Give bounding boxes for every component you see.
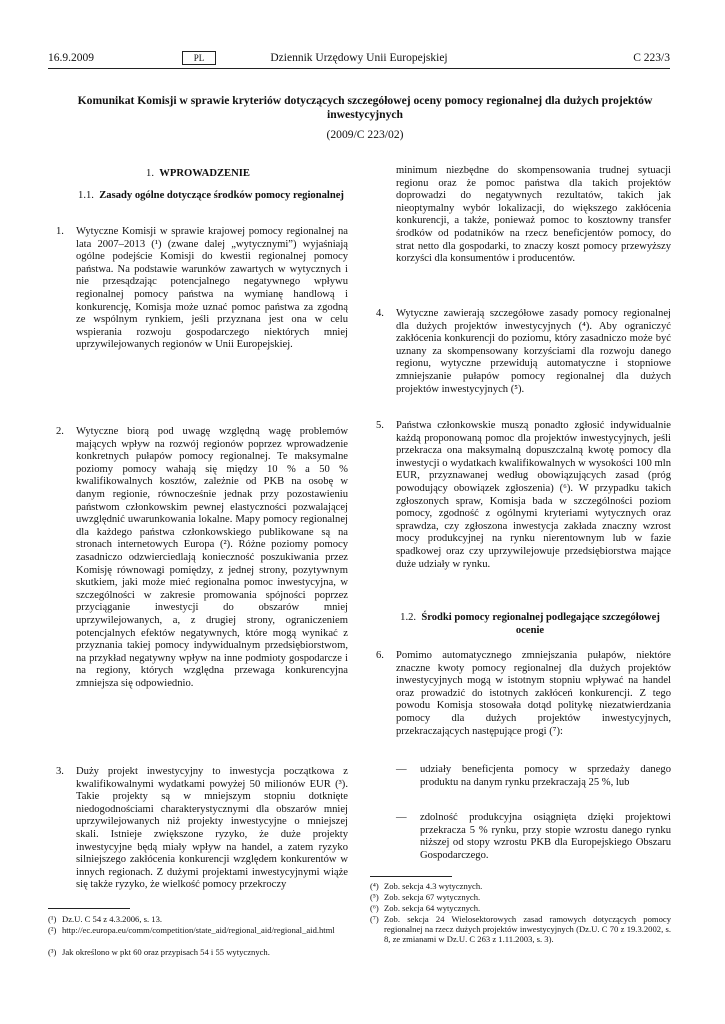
section-label: WPROWADZENIE: [159, 168, 250, 179]
section-heading-1: [48, 168, 348, 181]
section-number: 1.2.: [400, 612, 417, 623]
paragraph-number: 1.: [56, 226, 64, 237]
paragraph-text: Pomimo automatycznego zmniejszania pułapów, niektóre znaczne kwoty pomocy regionalnej dla dużych projektów inwestycyjnych mogą w istotnym stopniu wpływać na handel oraz prowadzić do istotnych zakłóceń konkurencji. Z tego powodu Komisja stosowała dotąd politykę niezatwierdzania pomocy dla dużych projektów inwestycyjnych, przekraczających następujące progi (⁷):: [396, 650, 671, 737]
paragraph-6: [376, 650, 671, 738]
document-title: Komunikat Komisji w sprawie kryteriów dotyczących szczegółowej oceny pomocy regionalnej dla dużych projektów inwestycyjnych: [77, 94, 653, 121]
page-header: [48, 52, 670, 68]
footnote-number: (¹): [48, 914, 57, 924]
paragraph-text: Państwa członkowskie muszą ponadto zgłosić indywidualnie każdą proponowaną pomoc dla projektów inwestycyjnych, jeśli przekracza ona maksymalną dopuszczalną kwotę pomocy dla inwestycji o wydatkach kwalifikowalnych w wysokości 100 mln EUR, przyznawanej według obowiązujących zasad (próg powodujący obowiązek zgłoszenia) (⁶). W przypadku takich zgłoszonych spraw, Komisja bada w szczególności poziom pomocy, zgodność z ogólnymi kryteriami wytycznych oraz sprawdza, czy zgłoszona inwestycja zakłada znaczny wzrost mocy produkcyjnej na rynku nierentownym lub w fazie spadkowej oraz czy uprzywilejowuje przedsiębiorstwa mające duże udziały w rynku.: [396, 420, 671, 570]
dash-text: udziały beneficjenta pomocy w sprzedaży danego produktu na danym rynku przekraczają 25 %, lub: [420, 764, 671, 788]
paragraph-text: Duży projekt inwestycyjny to inwestycja początkowa z kwalifikowalnymi wydatkami powyżej 50 milionów EUR (³). Takie projekty są w mniejszym stopniu dotknięte niedogodnościami charakterystycznymi dla obszarów mniej uprzywilejowanych niż projekty inwestycyjne o mniejszej skali. Istnieje zwiększone ryzyko, że duże projekty inwestycyjne będą miały wpływ na handel, a zatem ryzyko silniejszego zakłócenia konkurencji względem konkurentów w innych regionach. Z dużymi projektami inwestycyjnymi wiąże się także ryzyko, że wielkość pomocy przekroczy: [76, 766, 348, 891]
paragraph-1: [56, 226, 348, 352]
footnote-5: [370, 892, 671, 902]
paragraph-text: minimum niezbędne do skompensowania trudnej sytuacji regionu oraz że pomoc państwa dla takich projektów doprowadzi do negatywnych rezultatów, takich jak nieoptymalny wybór lokalizacji, do większego zakłócenia konkurencji, a także, ponieważ pomoc to kosztowny transfer środków od podatników na rzecz beneficjentów pomocy, do strat netto dla gospodarki, to znaczy koszt pomocy przewyższy korzyści dla konsumentów i producentów.: [396, 165, 671, 265]
footnote-text: Zob. sekcja 4.3 wytycznych.: [384, 881, 483, 891]
paragraph-number: 2.: [56, 426, 64, 437]
footnote-rule: [48, 908, 130, 909]
footnote-rule: [370, 876, 452, 877]
paragraph-2: [56, 426, 348, 690]
footnote-2: [48, 925, 338, 935]
footnote-number: (⁶): [370, 903, 379, 913]
section-number: 1.: [146, 168, 154, 179]
dash-text: zdolność produkcyjna osiągnięta dzięki projektowi przekracza 5 % rynku, przy stopie wzrostu danego rynku niższej od stopy wzrostu PKB dla Europejskiego Obszaru Gospodarczego.: [420, 812, 671, 861]
dash-item-1: [396, 764, 671, 789]
section-label: Środki pomocy regionalnej podlegające szczegółowej ocenie: [421, 612, 660, 636]
footnote-number: (³): [48, 947, 57, 957]
journal-name: Dziennik Urzędowy Unii Europejskiej: [270, 52, 448, 64]
page-number: C 223/3: [633, 52, 670, 64]
section-heading-1-1: [66, 190, 356, 203]
dash-marker: —: [396, 764, 407, 775]
section-heading-1-2: [390, 612, 670, 637]
paragraph-number: 4.: [376, 308, 384, 319]
footnote-number: (²): [48, 925, 57, 935]
footnote-number: (⁷): [370, 914, 379, 924]
paragraph-3: [56, 766, 348, 892]
document-reference: (2009/C 223/02): [326, 128, 404, 141]
paragraph-text: Wytyczne zawierają szczegółowe zasady pomocy regionalnej dla dużych projektów inwestycyjnych (⁴). Aby ograniczyć zakłócenia konkurencji do poziomu, który zasadniczo może być uznany za skompensowany korzyściami dla rozwoju danego regionu, wytyczne przewidują automatyczne i stopniowe zmniejszanie pułapów pomocy regionalnej dla dużych projektów inwestycyjnych (⁵).: [396, 308, 671, 395]
footnote-text: Zob. sekcja 24 Wielosektorowych zasad ramowych dotyczących pomocy regionalnej na rzecz dużych projektów inwestycyjnych (Dz.U. C 70 z 19.3.2002, s. 8, ze zmianami w Dz.U. C 263 z 1.11.2003, s. 3).: [384, 914, 671, 944]
footnote-6: [370, 903, 671, 913]
footnote-text: Jak określono w pkt 60 oraz przypisach 54 i 55 wytycznych.: [62, 947, 270, 957]
footnote-text: Zob. sekcja 67 wytycznych.: [384, 892, 481, 902]
section-label: Zasady ogólne dotyczące środków pomocy regionalnej: [99, 190, 344, 201]
dash-item-2: [396, 812, 671, 862]
footnote-link[interactable]: http://ec.europa.eu/comm/competition/state_aid/regional_aid/regional_aid.html: [62, 925, 335, 935]
section-number: 1.1.: [78, 190, 94, 201]
header-rule: [48, 68, 670, 69]
header-date: 16.9.2009: [48, 52, 94, 64]
footnote-number: (⁵): [370, 892, 379, 902]
paragraph-4: [376, 308, 671, 396]
dash-marker: —: [396, 812, 407, 823]
footnote-number: (⁴): [370, 881, 379, 891]
paragraph-3-continued: [376, 165, 671, 266]
footnote-text: Zob. sekcja 64 wytycznych.: [384, 903, 481, 913]
paragraph-text: Wytyczne biorą pod uwagę względną wagę problemów mających wpływ na rozwój regionów poprzez wprowadzenie konkretnych pułapów pomocy regionalnej. Te maksymalne poziomy pomocy wahają się między 10 % a 50 % kwalifikowalnych kosztów, zależnie od PKB na osobę w danym regionie, równocześnie jednak przy pozostawieniu państwom członkowskim pewnej elastyczności pozwalającej uwzględnić uwarunkowania lokalne. Mapy pomocy regionalnej dla każdego państwa członkowskiego publikowane są na stronach internetowych Europa (²). Różne poziomy pomocy zasadniczo odzwierciedlają konieczność poszukiwania przez Komisję równowagi pomiędzy, z jednej strony, pozytywnym skutkiem, jaki może mieć regionalna pomoc inwestycyjna, w szczególności w zakresie promowania spójności poprzez przyciąganie inwestycji do obszarów mniej uprzywilejowanych, a, z drugiej strony, ograniczeniem potencjalnych efektów negatywnych, które mogą wynikać z przyznania takiej pomocy indywidualnym przedsiębiorstwom, na przykład negatywny wpływ na inne podmioty gospodarcze i na regiony, których względna przewaga konkurencyjna zmniejsza się odpowiednio.: [76, 426, 348, 689]
footnote-7: [370, 914, 671, 944]
paragraph-number: 6.: [376, 650, 384, 661]
footnote-text: Dz.U. C 54 z 4.3.2006, s. 13.: [62, 914, 163, 924]
paragraph-number: 5.: [376, 420, 384, 431]
paragraph-number: 3.: [56, 766, 64, 777]
paragraph-text: Wytyczne Komisji w sprawie krajowej pomocy regionalnej na lata 2007–2013 (¹) (zwane dalej „wytycznymi”) wyjaśniają ogólne podejście Komisji do kwestii regionalnej pomocy państwa. Na podstawie warunków zawartych w wytycznych i nie przesądzając potencjalnego negatywnego wpływu regionalnej pomocy państwa na wymianę handlową i konkurencję, Komisja może uznać pomoc państwa za zgodną ze wspólnym rynkiem, jeśli przyznana jest ona w celu wspierania rozwoju gospodarczego niektórych mniej uprzywilejowanych regionów w Unii Europejskiej.: [76, 226, 348, 351]
language-box: PL: [182, 51, 216, 65]
footnote-3: [48, 947, 348, 957]
footnote-4: [370, 881, 671, 891]
footnote-1: [48, 914, 348, 924]
paragraph-5: [376, 420, 671, 571]
